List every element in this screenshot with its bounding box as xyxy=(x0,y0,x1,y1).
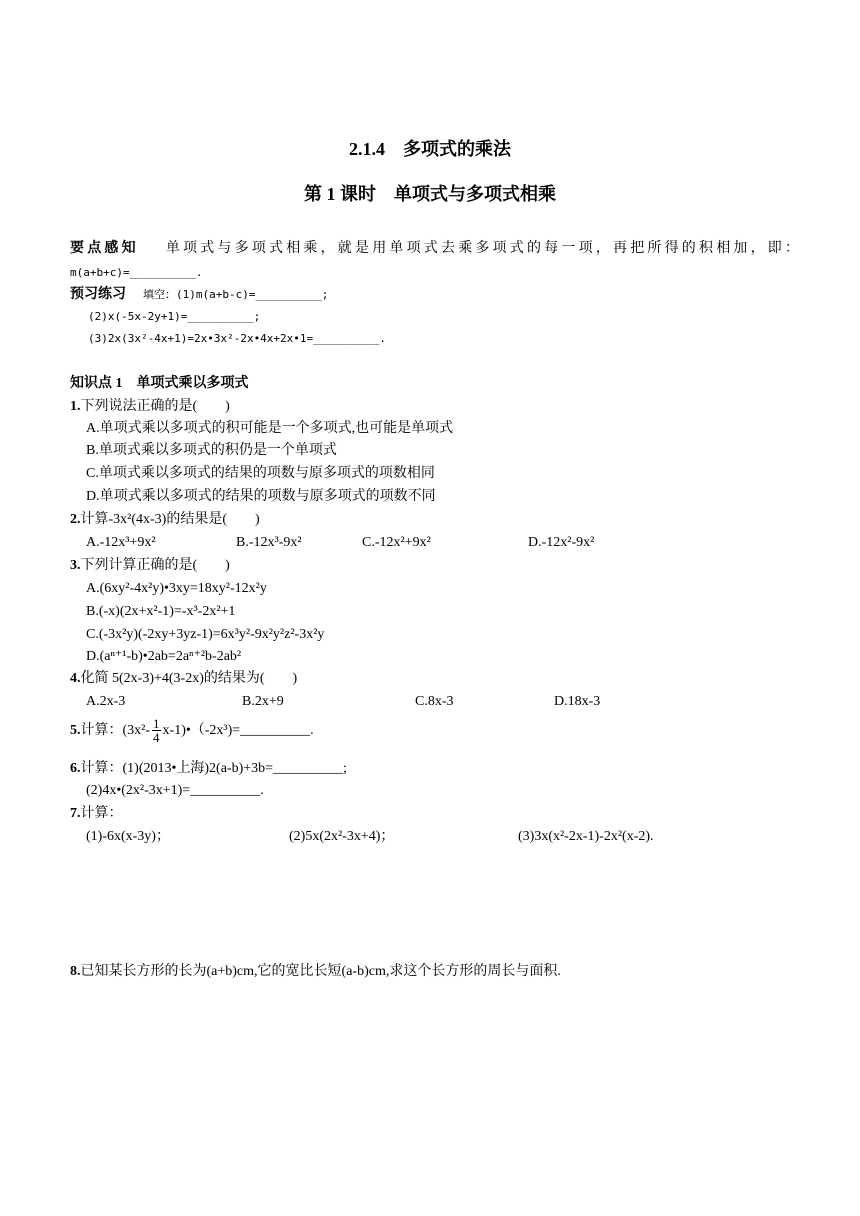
question-number: 3. xyxy=(70,558,81,573)
question-2 xyxy=(70,511,260,529)
lesson-title: 第 1 课时 单项式与多项式相乘 xyxy=(304,184,556,204)
question-stem: 计算-3x²(4x-3)的结果是( ) xyxy=(80,512,260,527)
q6-part-2: (2)4x•(2x²-3x+1)=__________. xyxy=(86,783,264,798)
q4-option-a: A.2x-3 xyxy=(86,694,126,709)
question-number: 8. xyxy=(70,964,81,979)
question-stem: 化简 5(2x-3)+4(3-2x)的结果为( ) xyxy=(80,671,298,686)
preview-line-1 xyxy=(70,286,328,304)
q4-option-b: B.2x+9 xyxy=(242,694,284,709)
q5-suffix: x-1)•（-2x³)=__________. xyxy=(162,723,314,738)
q7-part-3: (3)3x(x²-2x-1)-2x²(x-2). xyxy=(518,829,654,844)
q2-option-b: B.-12x³-9x² xyxy=(236,535,302,550)
key-points-line xyxy=(70,240,803,258)
preview-label: 预习练习 xyxy=(70,287,126,302)
q1-option-d: D.单项式乘以多项式的结果的项数与原多项式的项数不同 xyxy=(86,489,436,504)
question-stem: 已知某长方形的长为(a+b)cm,它的宽比长短(a-b)cm,求这个长方形的周长与面积. xyxy=(80,964,561,979)
q4-option-c: C.8x-3 xyxy=(415,694,454,709)
q1-option-c: C.单项式乘以多项式的结果的项数与原多项式的项数相同 xyxy=(86,466,435,481)
question-number: 2. xyxy=(70,512,81,527)
question-number: 6. xyxy=(70,761,81,776)
q1-option-a: A.单项式乘以多项式的积可能是一个多项式,也可能是单项式 xyxy=(86,421,454,436)
question-number: 4. xyxy=(70,671,81,686)
question-5 xyxy=(70,716,314,746)
q2-option-a: A.-12x³+9x² xyxy=(86,535,156,550)
one-quarter-fraction xyxy=(152,717,161,744)
preview-item-3: (3)2x(3x²-4x+1)=2x•3x²-2x•4x+2x•1=__________. xyxy=(88,332,387,345)
knowledge-point-heading: 知识点 1 单项式乘以多项式 xyxy=(70,376,249,391)
question-6 xyxy=(70,760,347,778)
preview-item-2: (2)x(-5x-2y+1)=__________; xyxy=(88,310,261,323)
q3-option-a: A.(6xy²-4x²y)•3xy=18xy²-12x²y xyxy=(86,581,267,596)
question-7 xyxy=(70,805,123,823)
q1-option-b: B.单项式乘以多项式的积仍是一个单项式 xyxy=(86,443,337,458)
q3-option-c: C.(-3x²y)(-2xy+3yz-1)=6x³y²-9x²y²z²-3x²y xyxy=(86,627,325,642)
question-4 xyxy=(70,670,297,688)
question-1 xyxy=(70,398,230,416)
question-stem: 下列计算正确的是( ) xyxy=(80,558,230,573)
key-points-formula: m(a+b+c)=__________. xyxy=(70,266,203,279)
q7-part-2: (2)5x(2x²-3x+4)； xyxy=(289,829,395,844)
q5-prefix: 计算：(3x²- xyxy=(80,723,151,738)
preview-item-1: 填空：(1)m(a+b-c)=__________; xyxy=(143,288,329,301)
question-stem: 计算： xyxy=(80,806,123,821)
question-number: 1. xyxy=(70,399,81,414)
q3-option-d: D.(aⁿ⁺¹-b)•2ab=2aⁿ⁺²b-2ab² xyxy=(86,649,242,664)
q6-part-1: 计算：(1)(2013•上海)2(a-b)+3b=__________; xyxy=(80,761,347,776)
q4-option-d: D.18x-3 xyxy=(554,694,601,709)
key-points-label: 要点感知 xyxy=(70,241,139,256)
key-points-text: 单项式与多项式相乘，就是用单项式去乘多项式的每一项，再把所得的积相加，即： xyxy=(165,241,803,256)
question-number: 7. xyxy=(70,806,81,821)
question-number: 5. xyxy=(70,723,81,738)
question-stem: 下列说法正确的是( ) xyxy=(80,399,230,414)
q2-option-d: D.-12x²-9x² xyxy=(528,535,595,550)
q2-option-c: C.-12x²+9x² xyxy=(362,535,431,550)
question-8 xyxy=(70,963,561,981)
section-title: 2.1.4 多项式的乘法 xyxy=(349,139,511,159)
fraction-numerator: 1 xyxy=(153,716,160,732)
question-3 xyxy=(70,557,230,575)
q3-option-b: B.(-x)(2x+x²-1)=-x³-2x²+1 xyxy=(86,604,236,619)
fraction-denominator: 4 xyxy=(153,730,160,746)
q7-part-1: (1)-6x(x-3y)； xyxy=(86,829,170,844)
